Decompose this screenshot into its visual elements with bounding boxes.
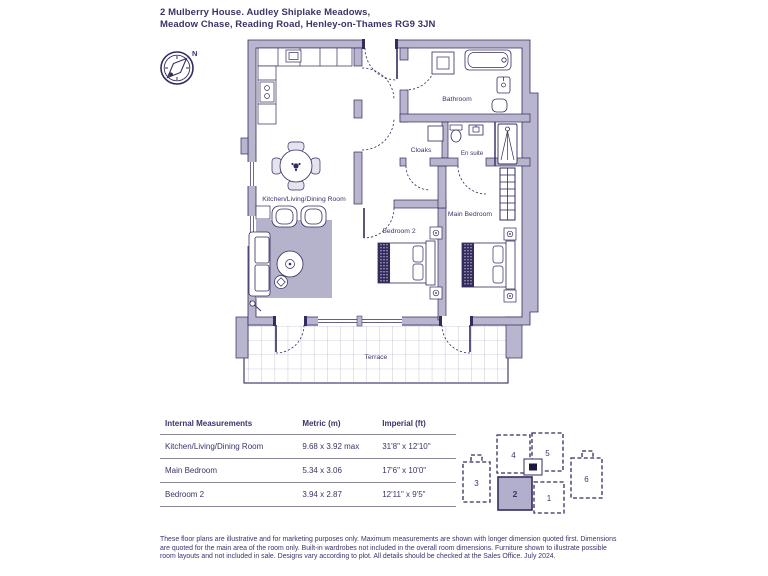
room-cell: Main Bedroom xyxy=(160,459,297,483)
dining-table xyxy=(272,142,320,190)
unit-number-1: 1 xyxy=(546,494,552,503)
toilet-icon xyxy=(492,99,507,112)
pillow xyxy=(413,246,423,262)
pillow xyxy=(413,264,423,280)
stove-icon xyxy=(260,82,274,102)
col-header-imperial: Imperial (ft) xyxy=(377,414,456,435)
site-plan xyxy=(458,416,616,524)
room-label-cloaks: Cloaks xyxy=(410,147,432,154)
side-table xyxy=(256,206,270,219)
unit-number-4: 4 xyxy=(511,451,516,460)
unit-number-5: 5 xyxy=(545,449,550,458)
table-row xyxy=(160,483,456,507)
washbasin-icon xyxy=(497,77,510,93)
living-area xyxy=(249,206,332,311)
window xyxy=(362,316,402,326)
main-bedroom-furniture xyxy=(462,168,516,302)
table-header-row xyxy=(160,414,456,435)
address-line-1: 2 Mulberry House. Audley Shiplake Meadows, xyxy=(160,7,371,18)
imperial-cell: 12'11" x 9'5" xyxy=(377,483,456,507)
kitchen-counters xyxy=(258,48,352,124)
bathtub-icon xyxy=(465,50,511,70)
imperial-cell: 17'6" x 10'0" xyxy=(377,459,456,483)
compass-north-label: N xyxy=(192,49,198,58)
metric-cell: 9.68 x 3.92 max xyxy=(297,435,377,459)
bathroom-cabinet xyxy=(432,52,454,74)
room-label-kitchen: Kitchen/Living/Dining Room xyxy=(262,196,346,203)
room-label-terrace: Terrace xyxy=(364,354,388,361)
cloaks-cabinet xyxy=(428,126,443,141)
sofa xyxy=(249,232,270,296)
window xyxy=(247,162,257,186)
room-label-bedroom2: Bedroom 2 xyxy=(382,228,416,235)
ensuite-basin-icon xyxy=(469,125,483,135)
room-cell: Bedroom 2 xyxy=(160,483,297,507)
shower-icon xyxy=(498,124,517,164)
floor-plan xyxy=(228,34,540,398)
compass-icon xyxy=(155,42,207,94)
room-label-bathroom: Bathroom xyxy=(442,96,472,103)
measurements-table xyxy=(160,414,458,507)
metric-cell: 5.34 x 3.06 xyxy=(297,459,377,483)
disclaimer-text: These floor plans are illustrative and for marketing purposes only. Maximum measurements are shown with longer dimension quoted first. Dimensions are quoted for the main area of the room only. Built-in wardrobes not included in the overall room dimensions. Furniture shown to illustrate possible room layouts and not included in sale. Designs vary according to plot. All details should be checked at the Sales Office. July 2024. xyxy=(160,536,617,561)
ensuite-toilet-icon xyxy=(450,125,462,142)
table-row xyxy=(160,435,456,459)
site-plan-core xyxy=(524,459,542,475)
pillow xyxy=(493,266,503,283)
address-header xyxy=(160,7,435,30)
terrace-area xyxy=(236,317,522,383)
room-cell: Kitchen/Living/Dining Room xyxy=(160,435,297,459)
imperial-cell: 31'8" x 12'10" xyxy=(377,435,456,459)
col-header-metric: Metric (m) xyxy=(297,414,377,435)
col-header-internal-measurements: Internal Measurements xyxy=(160,414,297,435)
room-label-ensuite: En suite xyxy=(460,150,484,157)
bedroom2-furniture xyxy=(378,227,442,299)
address-line-2: Meadow Chase, Reading Road, Henley-on-Thames RG9 3JN xyxy=(160,18,436,30)
metric-cell: 3.94 x 2.87 xyxy=(297,483,377,507)
table-row xyxy=(160,459,456,483)
room-label-main-bedroom: Main Bedroom xyxy=(447,211,493,218)
pillow xyxy=(493,246,503,263)
window xyxy=(318,316,358,326)
unit-number-2: 2 xyxy=(512,489,518,499)
unit-number-6: 6 xyxy=(584,475,589,484)
wardrobe xyxy=(500,168,515,220)
unit-number-3: 3 xyxy=(474,479,479,488)
